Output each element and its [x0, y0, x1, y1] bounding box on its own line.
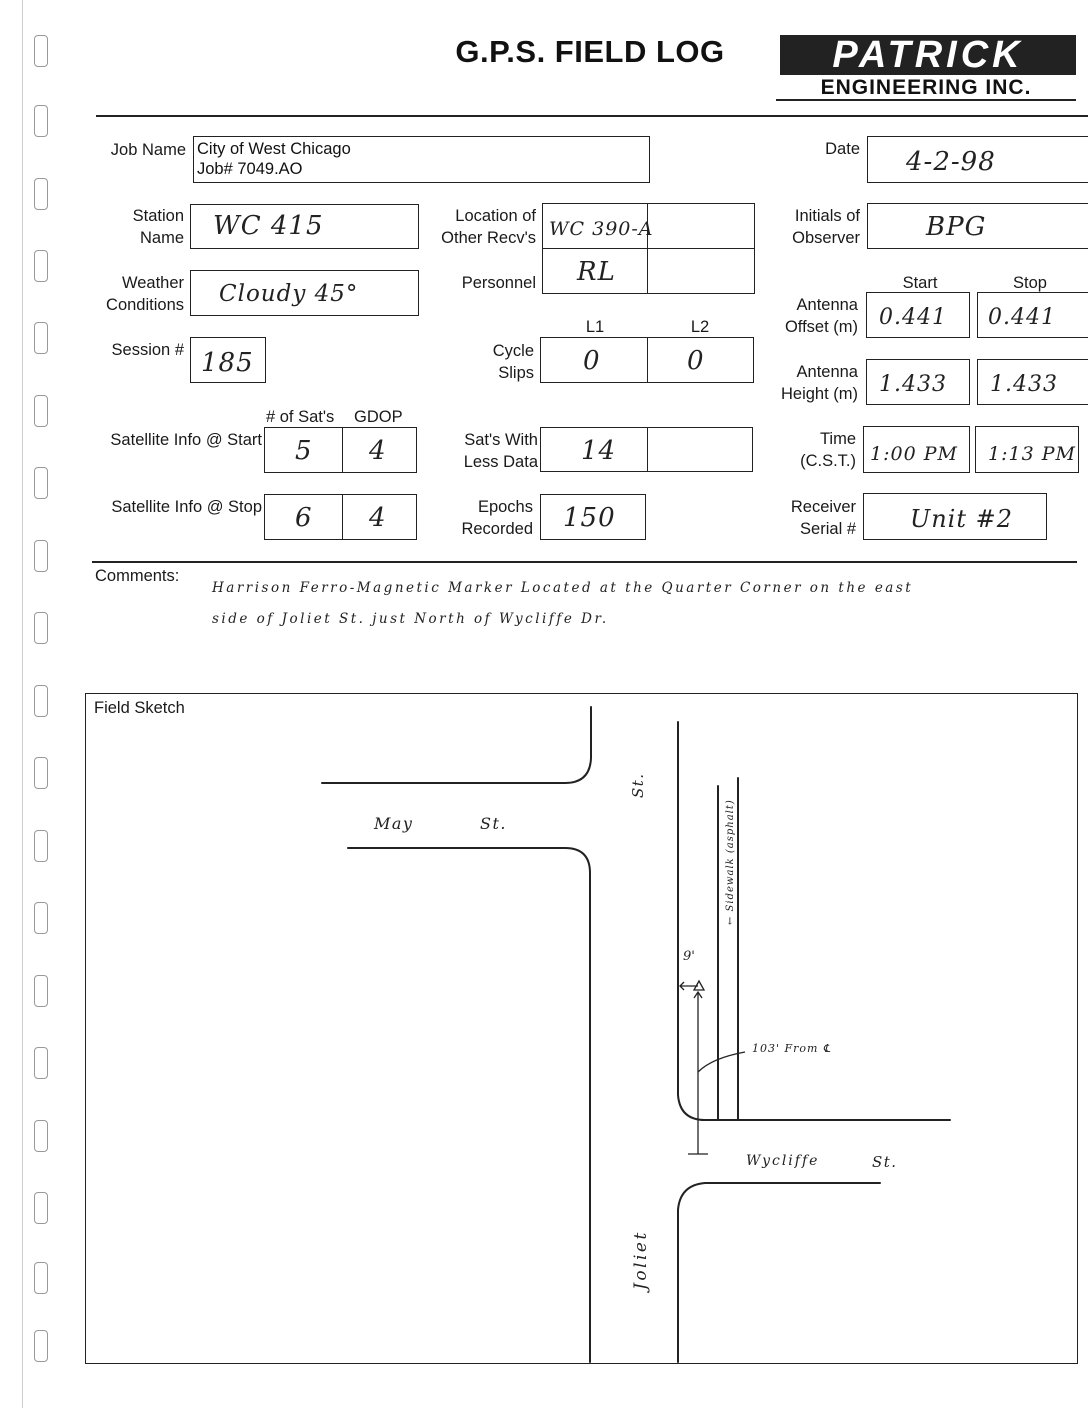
- comments-line-2: side of Joliet St. just North of Wycliffe Dr.: [212, 611, 609, 627]
- stop-label: Stop: [1013, 274, 1047, 292]
- antenna-height-label-1: Antenna: [796, 363, 858, 381]
- cycle-slips-l1-value: 0: [583, 346, 601, 376]
- epochs-label-2: Recorded: [461, 520, 533, 538]
- station-name-label-2: Name: [139, 229, 184, 247]
- session-label: Session #: [111, 341, 184, 359]
- receiver-label-1: Receiver: [790, 498, 856, 516]
- weather-label-1: Weather: [121, 274, 184, 292]
- l1-label: L1: [585, 318, 605, 336]
- joliet-label: Joliet: [631, 1230, 651, 1290]
- start-label: Start: [902, 274, 938, 292]
- comments-line-1: Harrison Ferro-Magnetic Marker Located at the Quarter Corner on the east: [212, 580, 914, 596]
- num-sats-label: # of Sat's: [266, 408, 335, 426]
- epochs-label-1: Epochs: [477, 498, 533, 516]
- time-label-2: (C.S.T.): [800, 452, 856, 470]
- wycliffe-south-curb: [678, 1183, 880, 1362]
- date-label: Date: [825, 140, 860, 158]
- sat-start-count-value: 5: [295, 436, 313, 466]
- field-sketch-label: Field Sketch: [94, 699, 185, 717]
- time-stop-value: 1:13 PM: [988, 443, 1076, 465]
- may-st-south-curb: [348, 848, 590, 1362]
- l2-label: L2: [690, 318, 710, 336]
- initials-label-2: Observer: [792, 229, 860, 247]
- initials-label-1: Initials of: [794, 207, 860, 225]
- job-name-label: Job Name: [110, 141, 186, 159]
- session-value: 185: [201, 348, 254, 378]
- station-name-value: WC 415: [213, 211, 324, 241]
- time-label-1: Time: [819, 430, 856, 448]
- date-value: 4-2-98: [906, 147, 996, 177]
- location-other-label-1: Location of: [455, 207, 536, 225]
- cycle-slips-label-1: Cycle: [492, 342, 534, 360]
- antenna-offset-stop-value: 0.441: [988, 305, 1056, 330]
- cycle-slips-label-2: Slips: [498, 364, 534, 382]
- logo-wordmark: PATRICK: [780, 35, 1076, 75]
- location-other-value: WC 390-A: [549, 218, 654, 240]
- page-title: G.P.S. FIELD LOG: [455, 34, 725, 69]
- wycliffe-st-label: St.: [872, 1153, 898, 1171]
- job-name-line1: City of West Chicago: [197, 140, 351, 158]
- antenna-height-label-2: Height (m): [780, 385, 858, 403]
- distance-arrow: [688, 992, 708, 1154]
- offset-9-label: 9': [683, 949, 695, 964]
- job-name-line2: Job# 7049.AO: [197, 160, 303, 178]
- may-st-north-curb: [322, 707, 591, 783]
- receiver-label-2: Serial #: [800, 520, 856, 538]
- time-start-value: 1:00 PM: [870, 443, 958, 465]
- gdop-label: GDOP: [354, 408, 403, 426]
- antenna-height-start-value: 1.433: [879, 372, 947, 397]
- weather-label-2: Conditions: [106, 296, 184, 314]
- sat-info-stop-label: Satellite Info @ Stop: [111, 498, 262, 516]
- sats-less-data-label-2: Less Data: [463, 453, 538, 471]
- antenna-offset-start-value: 0.441: [879, 305, 947, 330]
- cycle-slips-l2-value: 0: [687, 346, 705, 376]
- weather-value: Cloudy 45°: [219, 281, 359, 307]
- sat-stop-gdop-value: 4: [369, 503, 387, 533]
- antenna-height-stop-value: 1.433: [990, 372, 1058, 397]
- initials-value: BPG: [926, 212, 987, 242]
- station-name-label-1: Station: [132, 207, 184, 225]
- comments-label: Comments:: [95, 567, 180, 585]
- location-other-label-2: Other Recv's: [441, 229, 536, 247]
- wycliffe-label: Wycliffe: [746, 1153, 820, 1169]
- sidewalk-label: ← Sidewalk (asphalt): [725, 799, 736, 925]
- epochs-value: 150: [563, 503, 616, 533]
- may-st-label: St.: [480, 814, 507, 833]
- may-street-label: May: [374, 814, 414, 833]
- sat-info-start-label: Satellite Info @ Start: [110, 431, 262, 449]
- logo-subtitle: ENGINEERING INC.: [776, 77, 1076, 101]
- sat-stop-count-value: 6: [295, 503, 313, 533]
- distance-note: 103' From ℄: [752, 1042, 832, 1055]
- receiver-serial-value: Unit #2: [910, 505, 1014, 533]
- antenna-offset-label-2: Offset (m): [784, 318, 858, 336]
- antenna-offset-label-1: Antenna: [796, 296, 858, 314]
- sat-start-gdop-value: 4: [369, 436, 387, 466]
- joliet-st-top-label: St.: [629, 772, 647, 798]
- personnel-label: Personnel: [461, 274, 536, 292]
- personnel-value: RL: [577, 257, 616, 287]
- sats-less-data-label-1: Sat's With: [464, 431, 538, 449]
- sats-less-data-value: 14: [581, 436, 617, 466]
